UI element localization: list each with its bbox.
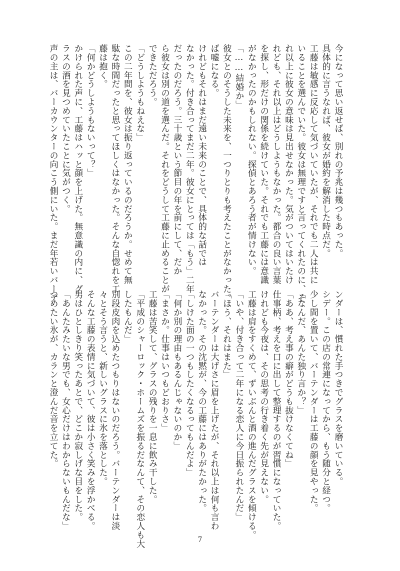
text-line: 工藤は敏感に反応して気づいていたが、それでも二人は共に bbox=[308, 44, 319, 285]
text-line: だったのだろう。三十歳という節目の年を前にして、だか bbox=[171, 44, 182, 276]
text-line: 別段皮肉を込めたつもりはないのだろう。バーテンダーは淡 bbox=[109, 290, 120, 531]
text-line: 少し間を置いて、バーテンダーは工藤の顔を見やった。 bbox=[308, 290, 319, 513]
page-number: 7 bbox=[197, 536, 203, 544]
text-line: ラスの酒を見つめていたことに気がつく。 bbox=[60, 44, 71, 214]
text-line: 具体的に言うなれば、彼女が婚約を解消した時点だ。 bbox=[320, 44, 331, 258]
text-line: そんな工藤の表情に気づいて、彼は小さく笑みを浮かべる。 bbox=[85, 290, 96, 531]
text-line: 「……結婚か」 bbox=[233, 44, 244, 110]
text-line: 「どうしようもねえな」 bbox=[134, 44, 145, 142]
text-line: 仕事柄、考えを口に出して整理するのが習慣になっていた。 bbox=[271, 290, 282, 531]
upper-text-block bbox=[48, 44, 344, 303]
text-line: を探し、形だけの関係を続けていた。それでも工藤には意識 bbox=[258, 44, 269, 285]
text-line: ば嘘になる。 bbox=[209, 44, 220, 98]
text-line: つめたい氷が、カランと澄んだ音を立てた。 bbox=[48, 290, 59, 468]
text-line: 「あんたみたいな男でも、女心だけはわからないもんだな」 bbox=[60, 290, 71, 531]
text-line: 藤は抱く。 bbox=[97, 44, 108, 89]
text-line: れども、それ以上はどうしようもなかった。都合の良い言葉 bbox=[271, 44, 282, 285]
text-line: 「しけた面の一つもしたくなるってもんだよ」 bbox=[184, 290, 195, 477]
text-line: 「まさか。仕事はいつもどおりさ」 bbox=[159, 290, 170, 433]
text-line: ら彼女は別の道を選んだ。それをどうして工藤に止めることが bbox=[159, 44, 170, 294]
text-line: この二年間を、彼女は振り返っているのだろうか。せめて無 bbox=[122, 44, 133, 285]
lower-text-block bbox=[48, 290, 344, 549]
text-line: できただろう。 bbox=[147, 44, 158, 107]
text-line: 「なんだ、あんた独り言か？」 bbox=[295, 290, 306, 415]
text-line: かけられた声に、工藤はハッと顔を上げた。無意識の内に、グ bbox=[72, 44, 83, 294]
text-line: 今になって思い返せば、別れの予兆は幾つもあった。 bbox=[333, 44, 343, 258]
text-line: 々とそう言うと、新しいグラスに氷を落とした。 bbox=[97, 290, 108, 486]
text-line: けれども今夜は、その思考の行き着く先が見えない。 bbox=[258, 290, 269, 504]
text-line: 男はひとしきり笑ったあとで、どこか寂しげな目をした。 bbox=[72, 290, 83, 522]
text-line: 「何か別の理由もあるんじゃないのか」 bbox=[171, 290, 182, 451]
text-line: 「ほう、それはまた」 bbox=[221, 290, 232, 379]
text-line: シデー。この店の常連になってから、もう随分と経つ。 bbox=[320, 290, 331, 513]
text-line: いることを選んでいた。彼女は無理ですと言ってくれたのに、そ bbox=[295, 44, 306, 303]
text-line: 彼女とのそうした未来を、一つりとりも考えたことがなかった。 bbox=[221, 44, 232, 303]
text-line: したもんだ」 bbox=[122, 290, 133, 344]
text-line: なかった。その沈黙が、今の工藤にはありがたかった。 bbox=[196, 290, 207, 513]
text-line: 工藤は苦笑して、グラスの残りを一息に飲み干した。 bbox=[147, 290, 158, 504]
text-line: 「いや、付き合って二年になる恋人に今日振られたんだ」 bbox=[233, 290, 244, 522]
text-line: バーテンダーは大げさに眉を上げたが、それ以上は何も言わ bbox=[209, 290, 220, 531]
text-line: 「平成のシャーロック・ホームズを振るだなんて、その恋人も大 bbox=[134, 290, 145, 549]
text-line: 「ああ、考え事の癖がどうも抜けなくてね」 bbox=[283, 290, 294, 468]
text-line: 「何かどうしようもないって？」 bbox=[85, 44, 96, 178]
text-line: けれどもそれはまだ遠い未来のことで、具体的な話では bbox=[196, 44, 207, 267]
text-line: 駄な時間だったと思ってほしくはなかった。そんな自惚れを工 bbox=[109, 44, 120, 294]
text-line: 工藤は肩をすくめて、ずいぶんと酒の進んだグラスを傾ける。 bbox=[246, 290, 257, 540]
text-line: ンダーは、慣れた手つきでグラスを磨いている。 bbox=[333, 290, 343, 486]
text-line: なかった。付き合ってまだ二年。彼女にとっては「もう」二年 bbox=[184, 44, 195, 294]
text-line: 声の主は、バーカウンターの向こう側にいた。まだ年若いバーテ bbox=[48, 44, 59, 303]
text-line: がなかったのかもしれない。探偵とあろう者が情けない。 bbox=[246, 44, 257, 276]
text-line: れ以上に彼女の意味は見出せなかった。気がついてはいたけ bbox=[283, 44, 294, 285]
